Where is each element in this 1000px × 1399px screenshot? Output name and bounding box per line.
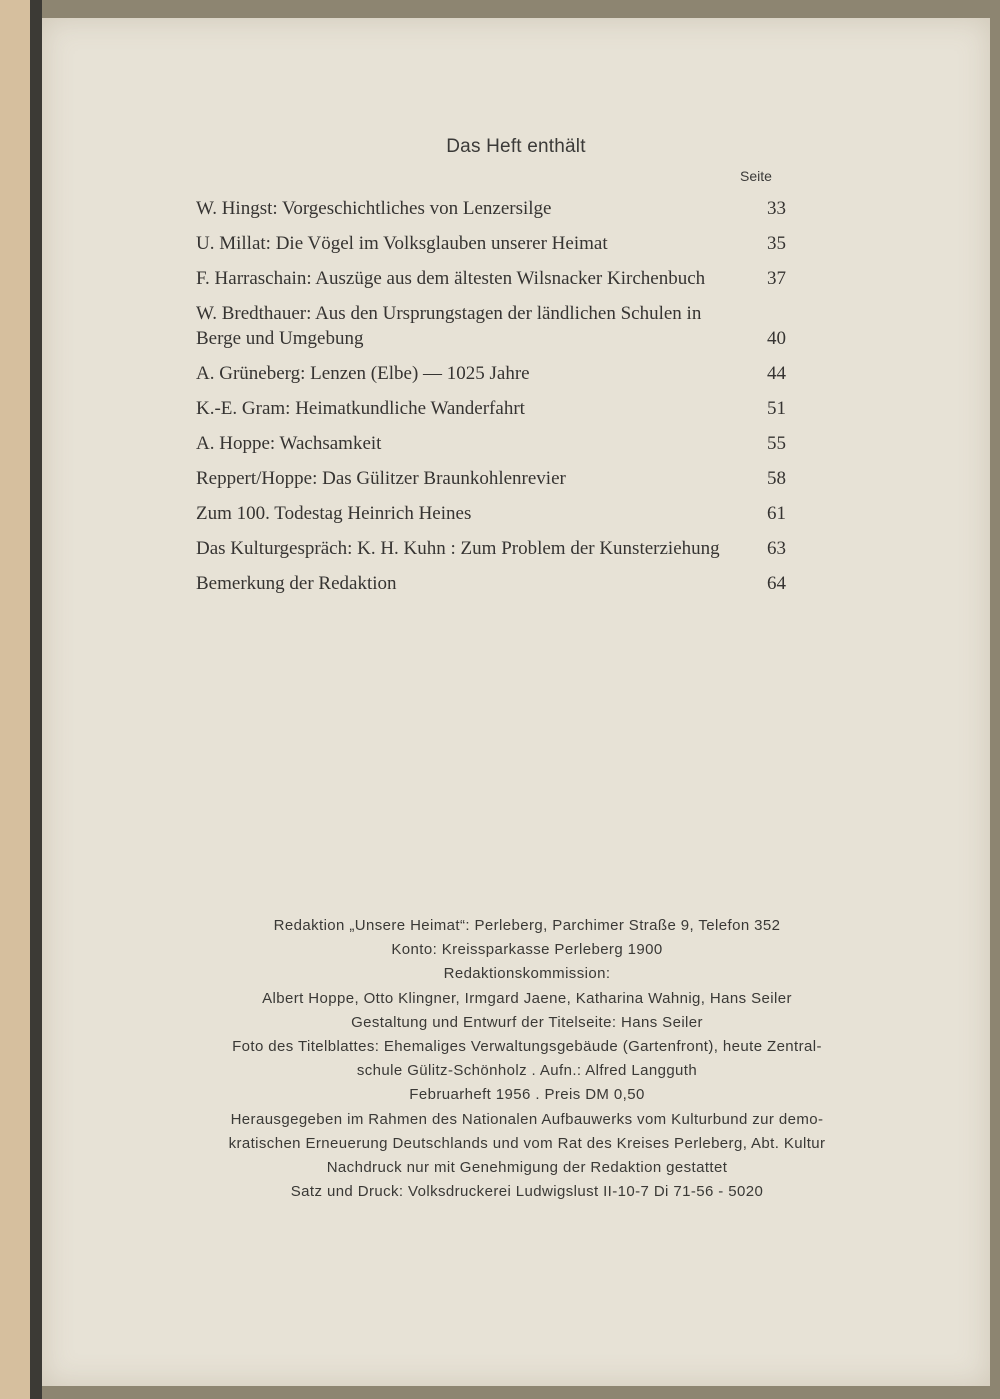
- toc-entry: [196, 501, 786, 526]
- toc-entry: [196, 571, 786, 596]
- toc-entry: [196, 196, 786, 221]
- imprint-line: Nachdruck nur mit Genehmigung der Redaktion gestattet: [326, 1159, 728, 1177]
- imprint-line: Foto des Titelblattes: Ehemaliges Verwaltungsgebäude (Gartenfront), heute Zentral-: [232, 1038, 822, 1056]
- toc-entry-page: 37: [767, 268, 786, 289]
- toc-entry-title: Zum 100. Todestag Heinrich Heines: [196, 503, 472, 524]
- toc-entry-title: W. Bredthauer: Aus den Ursprungstagen der ländlichen Schulen in Berge und Umgebung: [196, 303, 702, 349]
- toc-entry-page: 55: [767, 433, 786, 454]
- imprint-block: [122, 914, 932, 1204]
- toc-entry: [196, 301, 786, 351]
- imprint-line: Redaktion „Unsere Heimat“: Perleberg, Parchimer Straße 9, Telefon 352: [273, 917, 781, 934]
- toc-entry-page: 63: [767, 538, 786, 559]
- imprint-line: kratischen Erneuerung Deutschlands und vom Rat des Kreises Perleberg, Abt. Kultur: [228, 1134, 826, 1152]
- toc-entry: [196, 431, 786, 456]
- toc-entry-page: 40: [767, 328, 786, 349]
- toc-entry-page: 51: [767, 398, 786, 419]
- page-column-header: Seite: [740, 168, 772, 184]
- toc-entry-title: A. Grüneberg: Lenzen (Elbe) — 1025 Jahre: [196, 363, 530, 384]
- toc-entry-title: W. Hingst: Vorgeschichtliches von Lenzersilge: [196, 198, 552, 219]
- toc-entry: [196, 536, 786, 561]
- toc-entry: [196, 396, 786, 421]
- page-title: Das Heft enthält: [446, 136, 586, 157]
- imprint-line: Konto: Kreissparkasse Perleberg 1900: [391, 941, 663, 959]
- toc-entry: [196, 361, 786, 386]
- toc-entry-title: U. Millat: Die Vögel im Volksglauben unserer Heimat: [196, 233, 608, 254]
- toc-entry-page: 44: [767, 363, 786, 384]
- toc-entry-page: 61: [767, 503, 786, 524]
- binding-edge: [0, 0, 30, 1399]
- table-of-contents: [196, 196, 786, 606]
- toc-entry-page: 33: [767, 198, 786, 219]
- toc-entry: [196, 266, 786, 291]
- imprint-line: Gestaltung und Entwurf der Titelseite: Hans Seiler: [351, 1013, 703, 1031]
- toc-entry-title: K.-E. Gram: Heimatkundliche Wanderfahrt: [196, 398, 525, 419]
- toc-entry-page: 64: [767, 573, 786, 594]
- toc-entry-title: Das Kulturgespräch: K. H. Kuhn : Zum Problem der Kunsterziehung: [196, 538, 720, 559]
- binding-shadow: [30, 0, 42, 1399]
- document-page: [42, 18, 990, 1386]
- imprint-line: Satz und Druck: Volksdruckerei Ludwigslust II-10-7 Di 71-56 - 5020: [290, 1183, 764, 1201]
- toc-entry-title: Reppert/Hoppe: Das Gülitzer Braunkohlenrevier: [196, 468, 566, 489]
- toc-entry-title: F. Harraschain: Auszüge aus dem ältesten Wilsnacker Kirchenbuch: [196, 268, 706, 289]
- toc-entry: [196, 466, 786, 491]
- imprint-line: schule Gülitz-Schönholz . Aufn.: Alfred Langguth: [356, 1062, 698, 1080]
- toc-entry-page: 58: [767, 468, 786, 489]
- imprint-line: Albert Hoppe, Otto Klingner, Irmgard Jaene, Katharina Wahnig, Hans Seiler: [262, 989, 792, 1007]
- toc-entry-page: 35: [767, 233, 786, 254]
- toc-entry: [196, 231, 786, 256]
- imprint-line: Februarheft 1956 . Preis DM 0,50: [409, 1086, 645, 1104]
- toc-entry-title: Bemerkung der Redaktion: [196, 573, 397, 594]
- toc-entry-title: A. Hoppe: Wachsamkeit: [196, 433, 382, 454]
- imprint-line: Herausgegeben im Rahmen des Nationalen Aufbauwerks vom Kulturbund zur demo-: [230, 1110, 824, 1128]
- imprint-line: Redaktionskommission:: [443, 965, 611, 983]
